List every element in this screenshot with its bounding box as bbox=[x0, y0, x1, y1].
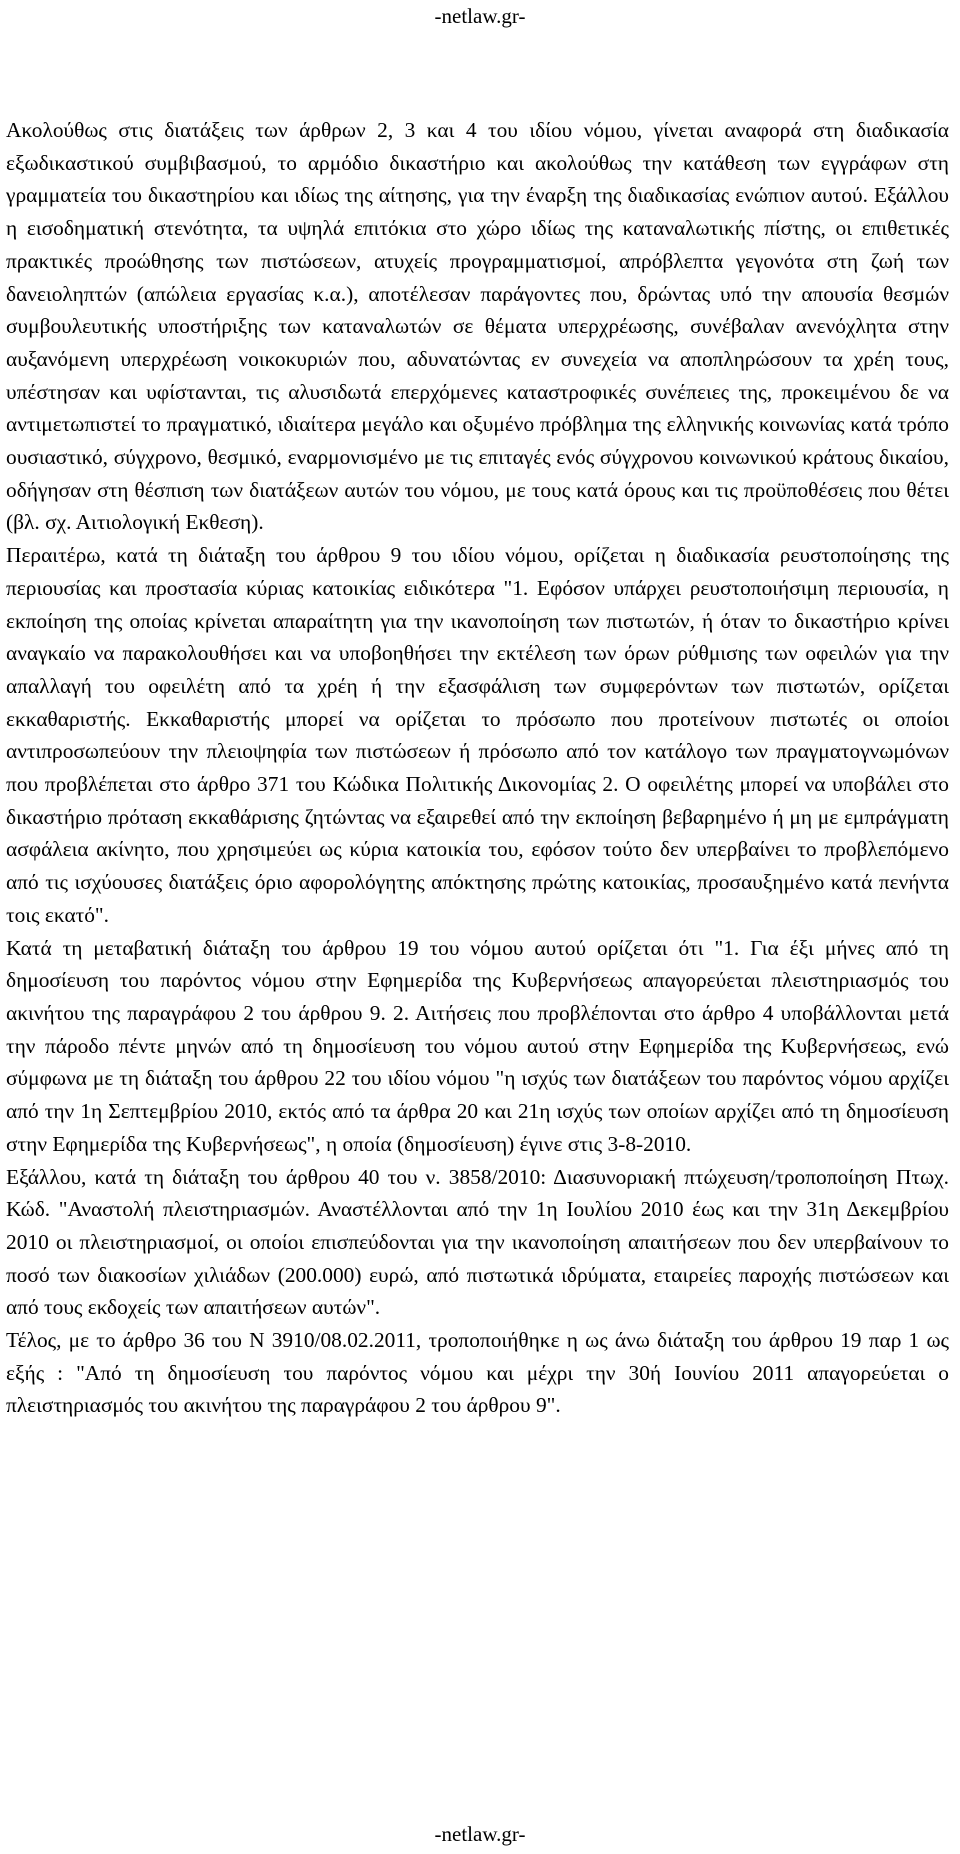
document-body bbox=[6, 114, 949, 1422]
paragraph-article-36: Τέλος, με το άρθρο 36 του Ν 3910/08.02.2011, τροποποιήθηκε η ως άνω διάταξη του άρθρου 19 παρ 1 ως εξής : "Από τη δημοσίευση του παρόντος νόμου και μέχρι την 30ή Ιουνίου 2011 απαγορεύεται ο πλειστηριασμός του ακινήτου της παραγράφου 2 του άρθρου 9". bbox=[6, 1328, 949, 1418]
paragraph-article-40: Εξάλλου, κατά τη διάταξη του άρθρου 40 του ν. 3858/2010: Διασυνοριακή πτώχευση/τροποποίηση Πτωχ. Κώδ. "Αναστολή πλειστηριασμών. Αναστέλλονται από την 1η Ιουλίου 2010 έως και την 31η Δεκεμβρίου 2010 οι πλειστηριασμοί, οι οποίοι επισπεύδονται για την ικανοποίηση απαιτήσεων που δεν υπερβαίνουν το ποσό των διακοσίων χιλιάδων (200.000) ευρώ, από πιστωτικά ιδρύματα, εταιρείες παροχής πιστώσεων και από τους εκδοχείς των απαιτήσεων αυτών". bbox=[6, 1164, 949, 1320]
paragraph-explanatory-report: Ακολούθως στις διατάξεις των άρθρων 2, 3 και 4 του ιδίου νόμου, γίνεται αναφορά στη διαδικασία εξωδικαστικού συμβιβασμού, το αρμόδιο δικαστήριο και ακολούθως την κατάθεση των εγγράφων στη γραμματεία του δικαστηρίου και ιδίως της αίτησης, για την έναρξη της διαδικασίας ενώπιον αυτού. Εξάλλου η εισοδηματική στενότητα, τα υψηλά επιτόκια στο χώρο ιδίως της καταναλωτικής πίστης, οι επιθετικές πρακτικές προώθησης των πιστώσεων, ατυχείς προγραμματισμοί, απρόβλεπτα γεγονότα στη ζωή των δανειοληπτών (απώλεια εργασίας κ.α.), αποτέλεσαν παράγοντες που, δρώντας υπό την απουσία θεσμών συμβουλευτικής υποστήριξης των καταναλωτών σε θέματα υπερχρέωσης, συνέβαλαν ανενόχλητα στην αυξανόμενη υπερχρέωση νοικοκυριών που, αδυνατώντας εν συνεχεία να αποπληρώσουν τα χρέη τους, υπέστησαν και υφίστανται, τις αλυσιδωτά επερχόμενες καταστροφικές συνέπειες της, προκειμένου δε να αντιμετωπιστεί το πραγματικό, ιδιαίτερα μεγάλο και οξυμένο πρόβλημα της ελληνικής κοινωνίας κατά τρόπο ουσιαστικό, σύγχρονο, θεσμικό, εναρμονισμένο με τις επιταγές ενός σύγχρονου κοινωνικού κράτους δικαίου, οδήγησαν στη θέσπιση των διατάξεων αυτών του νόμου, με τους κατά όρους και τις προϋποθέσεις που θέτει (βλ. σχ. Αιτιολογική Εκθεση). bbox=[6, 118, 949, 535]
page-footer: -netlaw.gr- bbox=[434, 1822, 526, 1846]
paragraph-article-19: Κατά τη μεταβατική διάταξη του άρθρου 19 του νόμου αυτού ορίζεται ότι "1. Για έξι μήνες από τη δημοσίευση του παρόντος νόμου στην Εφημερίδα της Κυβερνήσεως απαγορεύεται πλειστηριασμός του ακινήτου της παραγράφου 2 του άρθρου 9. 2. Αιτήσεις που προβλέπονται στο άρθρο 4 υποβάλλονται μετά την πάροδο πέντε μηνών από τη δημοσίευση του νόμου αυτού στην Εφημερίδα της Κυβερνήσεως, ενώ σύμφωνα με τη διάταξη του άρθρου 22 του ιδίου νόμου "η ισχύς των διατάξεων του παρόντος νόμου αρχίζει από την 1η Σεπτεμβρίου 2010, εκτός από τα άρθρα 20 και 21η ισχύς των οποίων αρχίζει από τη δημοσίευση στην Εφημερίδα της Κυβερνήσεως", η οποία (δημοσίευση) έγινε στις 3-8-2010. bbox=[6, 935, 949, 1156]
paragraph-article-9: Περαιτέρω, κατά τη διάταξη του άρθρου 9 του ιδίου νόμου, ορίζεται η διαδικασία ρευστοποίησης της περιουσίας και προστασία κύριας κατοικίας ειδικότερα "1. Εφόσον υπάρχει ρευστοποιήσιμη περιουσία, η εκποίηση της οποίας κρίνεται απαραίτητη για την ικανοποίηση των πιστωτών, ή όταν το δικαστήριο κρίνει αναγκαίο να παρακολουθήσει και να υποβοηθήσει την εκτέλεση των όρων ρύθμισης των οφειλών για την απαλλαγή του οφειλέτη από τα χρέη ή την εξασφάλιση των συμφερόντων των πιστωτών, ορίζεται εκκαθαριστής. Εκκαθαριστής μπορεί να ορίζεται το πρόσωπο που προτείνουν πιστωτές οι οποίοι αντιπροσωπεύουν την πλειοψηφία των πιστώσεων ή πρόσωπο από τον κατάλογο των πραγματογνωμόνων που προβλέπεται στο άρθρο 371 του Κώδικα Πολιτικής Δικονομίας 2. Ο οφειλέτης μπορεί να υποβάλει στο δικαστήριο πρόταση εκκαθάρισης ζητώντας να εξαιρεθεί από την εκποίηση βεβαρημένο ή μη με εμπράγματη ασφάλεια ακίνητο, που χρησιμεύει ως κύρια κατοικία του, εφόσον τούτο δεν υπερβαίνει το προβλεπόμενο από τις ισχύουσες διατάξεις όριο αφορολόγητης απόκτησης πρώτης κατοικίας, προσαυξημένο κατά πενήντα τοις εκατό". bbox=[6, 543, 949, 927]
page-header: -netlaw.gr- bbox=[434, 4, 526, 28]
